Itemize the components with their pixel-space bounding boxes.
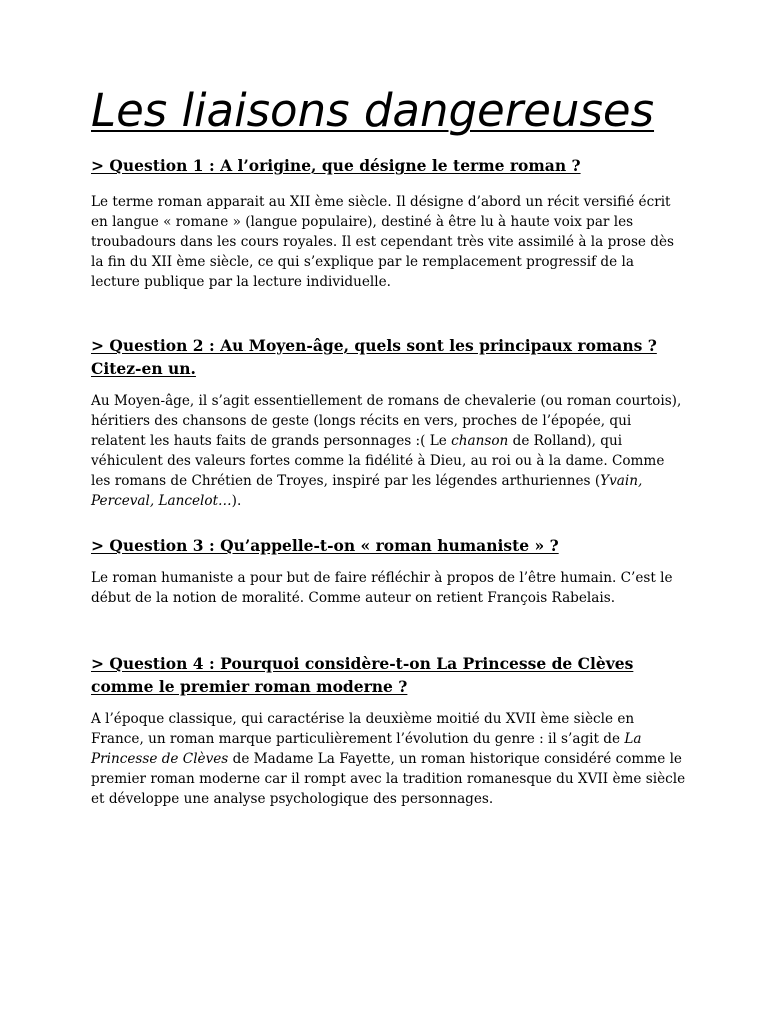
question-3-heading: > Question 3 : Qu’appelle-t-on « roman humaniste » ? <box>91 536 559 555</box>
question-1-answer <box>91 192 686 292</box>
question-2-heading: > Question 2 : Au Moyen-âge, quels sont les principaux romans ? Citez-en un. <box>91 336 657 378</box>
answer-text: de Madame La Fayette, un roman historique considéré comme le premier roman moderne car il rompt avec la tradition romanesque du XVII ème siècle et développe une analyse psychologique des personnages. <box>91 751 686 807</box>
answer-text: A l’époque classique, qui caractérise la deuxième moitié du XVII ème siècle en France, un roman marque particulièrement l’évolution du genre : il s’agit de <box>91 711 635 747</box>
question-2-answer <box>91 391 686 511</box>
question-4-answer <box>91 709 686 809</box>
question-1-heading: > Question 1 : A l’origine, que désigne le terme roman ? <box>91 156 581 175</box>
answer-italic-text: chanson <box>451 433 509 449</box>
answer-italic-text: La Princesse de Clèves <box>91 731 642 767</box>
answer-text: ). <box>231 493 242 509</box>
answer-text: de Rolland), qui véhiculent des valeurs fortes comme la fidélité à Dieu, au roi ou à la dame. Comme les romans de Chrétien de Troyes, inspiré par les légendes arthuriennes ( <box>91 433 665 489</box>
question-4-heading: > Question 4 : Pourquoi considère-t-on La Princesse de Clèves comme le premier roman moderne ? <box>91 654 634 696</box>
document-title: Les liaisons dangereuses <box>91 84 655 137</box>
answer-text: Le roman humaniste a pour but de faire réfléchir à propos de l’être humain. C’est le début de la notion de moralité. Comme auteur on retient François Rabelais. <box>91 570 673 606</box>
answer-italic-text: Yvain, Perceval, Lancelot… <box>91 473 643 509</box>
answer-text: Le terme roman apparait au XII ème siècle. Il désigne d’abord un récit versifié écrit en langue « romane » (langue populaire), destiné à être lu à haute voix par les troubadours dans les cours royales. Il est cependant très vite assimilé à la prose dès la fin du XII ème siècle, ce qui s’explique par le remplacement progressif de la lecture publique par la lecture individuelle. <box>91 194 675 290</box>
answer-text: Au Moyen-âge, il s’agit essentiellement de romans de chevalerie (ou roman courtois), héritiers des chansons de geste (longs récits en vers, proches de l’épopée, qui relatent les hauts faits de grands personnages :( Le <box>91 393 682 449</box>
question-3-answer <box>91 568 686 608</box>
